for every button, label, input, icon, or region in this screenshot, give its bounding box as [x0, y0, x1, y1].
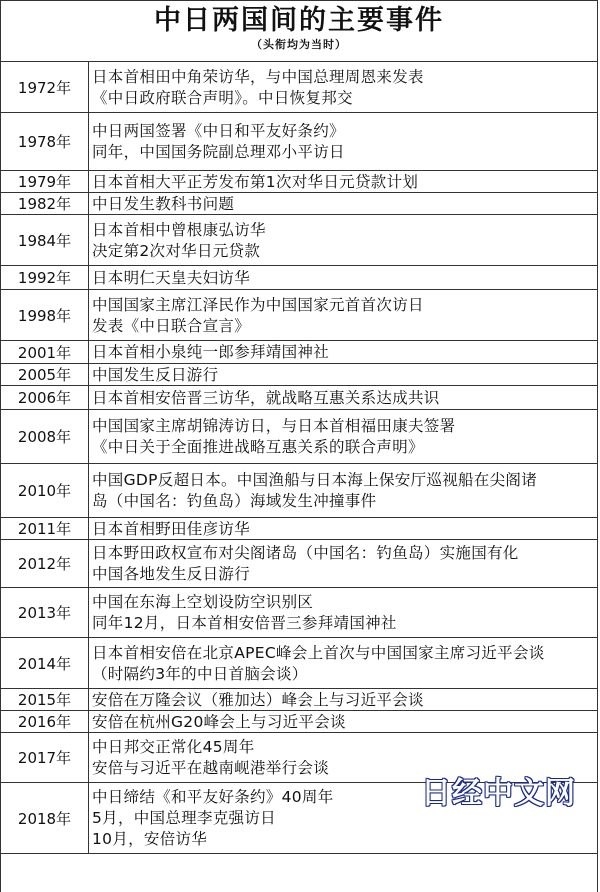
table-row [1, 588, 597, 638]
year-cell: 2017年 [1, 733, 89, 782]
event-line: 日本明仁天皇夫妇访华 [92, 268, 251, 287]
event-line: 安倍在万隆会议（雅加达）峰会上与习近平会谈 [92, 690, 424, 709]
event-line: 日本首相野田佳彦访华 [92, 519, 251, 538]
event-line: 日本首相安倍在北京APEC峰会上首次与中国国家主席习近平会谈 [92, 643, 545, 662]
event-line: 10月，安倍访华 [92, 830, 208, 848]
event-line: 5月，中国总理李克强访日 [92, 809, 276, 827]
event-line: 《中日关于全面推进战略互惠关系的联合声明》 [92, 438, 424, 456]
event-line: 中日两国签署《中日和平友好条约》 [92, 122, 345, 140]
events-cell [89, 266, 597, 289]
event-line: 日本首相大平正芳发布第1次对华日元贷款计划 [92, 172, 419, 191]
year-cell: 2015年 [1, 689, 89, 710]
event-line: 同年12月，日本首相安倍晋三参拜靖国神社 [92, 614, 397, 632]
year-cell: 2014年 [1, 638, 89, 688]
year-cell: 2013年 [1, 588, 89, 637]
events-cell [89, 364, 597, 385]
events-cell [89, 540, 597, 587]
events-cell [89, 62, 597, 112]
table-row [1, 711, 597, 733]
table-row [1, 290, 597, 341]
table-row [1, 638, 597, 689]
table-row [1, 341, 597, 364]
event-line: 中日发生教科书问题 [92, 194, 235, 213]
year-cell: 1982年 [1, 193, 89, 214]
event-line: 岛（中国名：钓鱼岛）海域发生冲撞事件 [92, 492, 377, 510]
table-row [1, 689, 597, 711]
year-cell: 2010年 [1, 464, 89, 517]
table-row [1, 266, 597, 290]
year-cell: 2011年 [1, 518, 89, 539]
event-line: 中国国家主席胡锦涛访日，与日本首相福田康夫签署 [92, 417, 456, 435]
event-line: 中国发生反日游行 [92, 365, 219, 384]
events-cell [89, 638, 597, 688]
event-line: 日本首相田中角荣访华，与中国总理周恩来发表 [92, 67, 424, 86]
event-line: 日本首相小泉纯一郎参拜靖国神社 [92, 343, 330, 361]
event-line: 安倍在杭州G20峰会上与习近平会谈 [92, 712, 346, 731]
events-cell [89, 171, 597, 192]
year-cell: 1979年 [1, 171, 89, 192]
event-line: 日本首相中曾根康弘访华 [92, 220, 266, 239]
events-cell [89, 341, 597, 363]
events-cell [89, 518, 597, 539]
table-row [1, 364, 597, 386]
year-cell: 2012年 [1, 540, 89, 587]
event-line: 《中日政府联合声明》。中日恢复邦交 [92, 88, 353, 107]
year-cell: 2005年 [1, 364, 89, 385]
table-header [1, 0, 597, 62]
events-cell [89, 290, 597, 340]
year-cell: 2018年 [1, 783, 89, 853]
event-line: 中国在东海上空划设防空识别区 [92, 593, 314, 611]
table-row [1, 215, 597, 266]
events-cell [89, 711, 597, 732]
event-line: 中日邦交正常化45周年 [92, 738, 255, 756]
table-row [1, 410, 597, 464]
events-cell [89, 215, 597, 265]
event-line: 中国GDP反超日本。中国渔船与日本海上保安厅巡视船在尖阁诸 [92, 471, 537, 489]
event-line: 中国各地发生反日游行 [92, 565, 251, 583]
year-cell: 1984年 [1, 215, 89, 265]
table-row [1, 386, 597, 410]
page-title: 中日两国间的主要事件 [154, 5, 444, 36]
table-row [1, 171, 597, 193]
table-row [1, 62, 597, 113]
event-line: 发表《中日联合宣言》 [92, 316, 251, 335]
table-row [1, 193, 597, 215]
events-cell [89, 386, 597, 409]
events-cell [89, 113, 597, 170]
year-cell: 2008年 [1, 410, 89, 463]
nikkei-watermark-logo: 日经中文网 [421, 776, 576, 811]
year-cell: 2006年 [1, 386, 89, 409]
event-line: 决定第2次对华日元贷款 [92, 241, 261, 260]
event-line: （时隔约3年的中日首脑会谈） [92, 664, 308, 683]
year-cell: 1992年 [1, 266, 89, 289]
event-line: 中日缔结《和平友好条约》40周年 [92, 788, 334, 806]
year-cell: 1972年 [1, 62, 89, 112]
events-cell [89, 464, 597, 517]
table-row [1, 113, 597, 171]
table-body [1, 62, 597, 854]
page-subtitle: （头衔均为当时） [251, 38, 347, 51]
table-row [1, 464, 597, 518]
event-line: 安倍与习近平在越南岘港举行会谈 [92, 759, 330, 777]
events-cell [89, 193, 597, 214]
event-line: 日本首相安倍晋三访华，就战略互惠关系达成共识 [92, 388, 440, 407]
table-row [1, 540, 597, 588]
year-cell: 1978年 [1, 113, 89, 170]
event-line: 中国国家主席江泽民作为中国国家元首首次访日 [92, 295, 424, 314]
year-cell: 2016年 [1, 711, 89, 732]
events-cell [89, 588, 597, 637]
events-cell [89, 410, 597, 463]
event-line: 日本野田政权宣布对尖阁诸岛（中国名：钓鱼岛）实施国有化 [92, 544, 519, 562]
table-row [1, 518, 597, 540]
year-cell: 1998年 [1, 290, 89, 340]
year-cell: 2001年 [1, 341, 89, 363]
event-line: 同年，中国国务院副总理邓小平访日 [92, 143, 345, 161]
events-cell [89, 689, 597, 710]
